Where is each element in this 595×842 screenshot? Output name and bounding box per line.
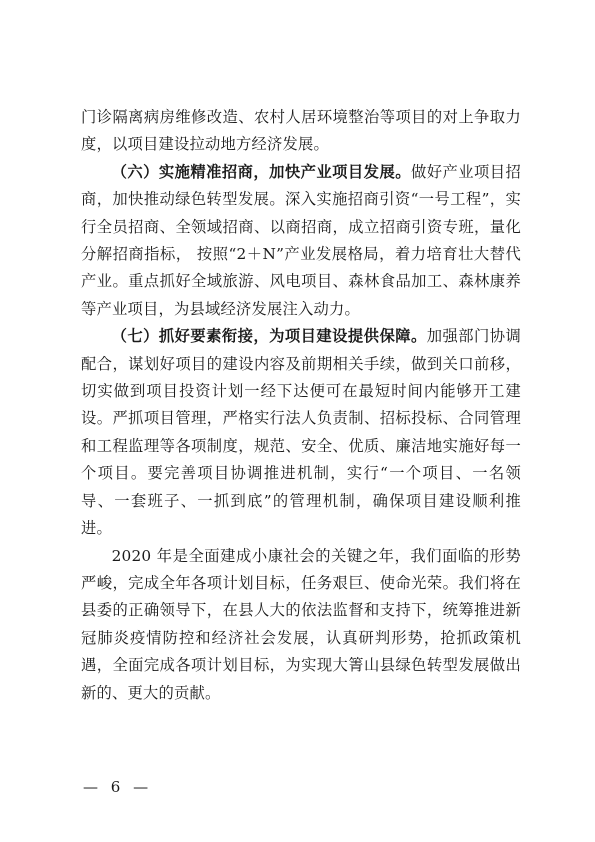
paragraph-text: 做好产业项目招商，加快推动绿色转型发展。深入实施招商引资“一号工程”，实行全员招商、全领域招商、以商招商，成立招商引资专班，量化分解招商指标， 按照“2＋N”产业发展格局，着力培育壮大替代产业。重点抓好全域旅游、风电项目、森林食品加工、森林康养等产业项目，为县域经济发展注入动力。 bbox=[81, 162, 521, 318]
paragraph-investment bbox=[81, 159, 521, 323]
body-text bbox=[81, 104, 521, 707]
paragraph-text: 门诊隔离病房维修改造、农村人居环境整治等项目的对上争取力度，以项目建设拉动地方经济发展。 bbox=[81, 108, 521, 154]
paragraph-conclusion bbox=[81, 543, 521, 707]
page-number: — 6 — bbox=[83, 778, 153, 796]
section-heading-seven: （七）抓好要素衔接，为项目建设提供保障。 bbox=[111, 327, 427, 346]
paragraph-continuation bbox=[81, 104, 521, 159]
paragraph-text: 加强部门协调配合，谋划好项目的建设内容及前期相关手续，做到关口前移，切实做到项目投资计划一经下达便可在最短时间内能够开工建设。严抓项目管理，严格实行法人负责制、招标投标、合同管理和工程监理等各项制度，规范、安全、优质、廉洁地实施好每一个项目。要完善项目协调推进机制，实行“一个项目、一名领导、一套班子、一抓到底”的管理机制，确保项目建设顺利推进。 bbox=[81, 327, 521, 538]
paragraph-text: 2020 年是全面建成小康社会的关键之年，我们面临的形势严峻，完成全年各项计划目标，任务艰巨、使命光荣。我们将在县委的正确领导下，在县人大的依法监督和支持下，统筹推进新冠肺炎疫情防控和经济社会发展，认真研判形势，抢抓政策机遇，全面完成各项计划目标，为实现大箐山县绿色转型发展做出新的、更大的贡献。 bbox=[81, 546, 521, 702]
section-heading-six: （六）实施精准招商，加快产业项目发展。 bbox=[111, 162, 411, 181]
paragraph-factors bbox=[81, 323, 521, 542]
